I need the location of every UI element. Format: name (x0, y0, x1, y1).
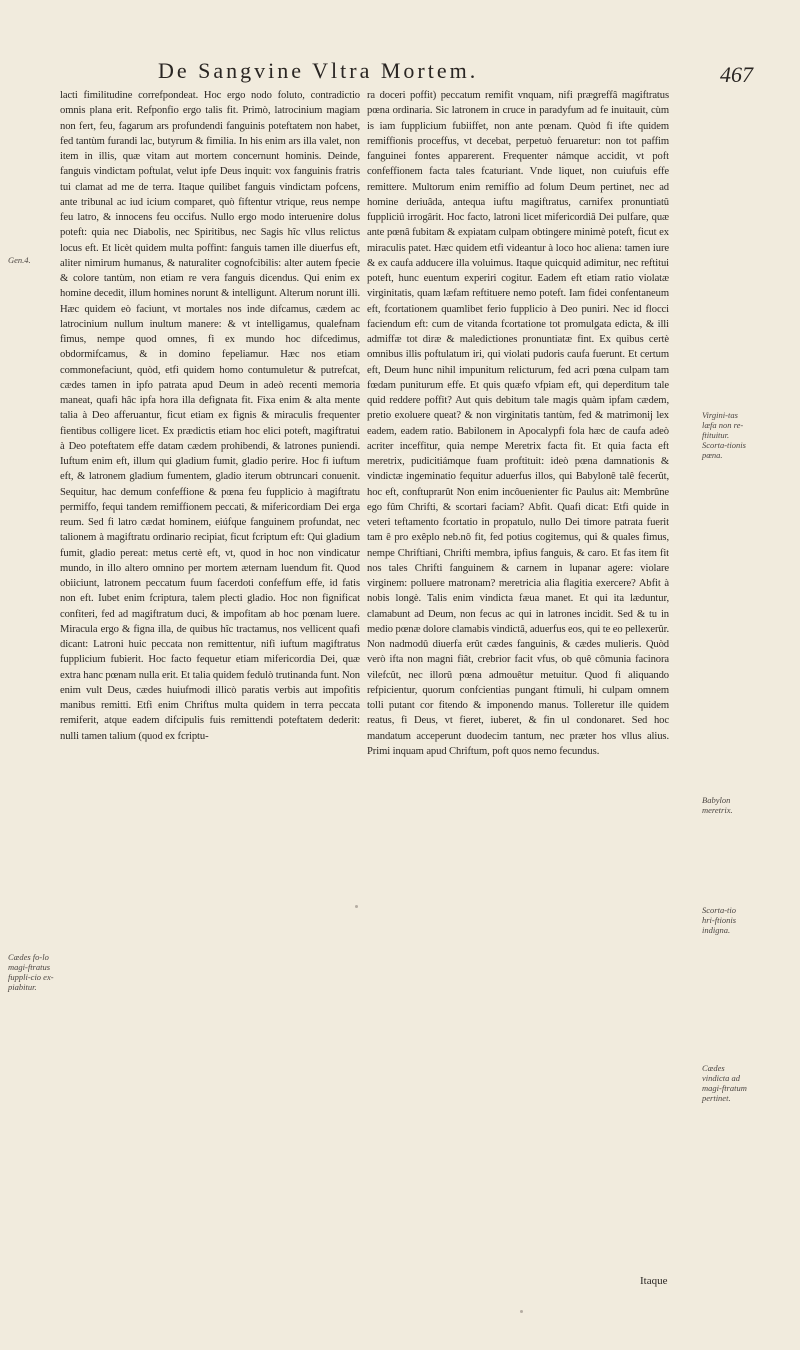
paper-speck (520, 1310, 523, 1313)
left-column-text: lacti fimilitudine correfpondeat. Hoc ergo nodo foluto, contradictio omnis plana erit. Refponfio ergo talis fit. Primò, latrocinium magiam non fert, feu, fagarum ars profundendi fanguinis poteftatem non habet, fed tantùm furandi lac, butyrum & fimilia. In his enim ars illa valet, non item in illis, quæ vitam aut mortem concernunt hominis. Deinde, fanguis vindictam poftulat, velut ipfe Deus inquit: vox fanguinis fratris tui clamat ad me de terra. Itaque quilibet fanguis vindictam pofcens, ante tribunal ac iud icium comparet, quò fiftentur vtrique, reus nempe feu latro, & innocens feu occifus. Nullo ergo modo interuenire dolus poteft: quia nec Diabolis, nec Spiritibus, nec Sagis hîc vllus relictus locus eft. Et licèt quidem multa poffint: fanguis tamen ille diuerfus eft, aliter nimirum humanus, & naturaliter cognofcibilis: alter autem fpecie & colore tantùm, non etiam re vera fanguis dicendus. Qui enim ex homine decedit, illum homines norunt & intelligunt. Alterum norunt illi. Hæc quidem eò faciunt, vt mortales nos inde difcamus, cædem ac latrocinium nullum inultum manere: & vt intelligamus, qualefnam fimus, nempe quod omnes, fi ex mundo hoc difcedimus, obdormifcamus, & in domino fepeliamur. Hæc nos etiam commonefaciunt, quòd, etfi quidem homo contumuletur & putrefcat, cædes tamen in ipfo patrata apud Deum in adeò recenti memoria maneat, quafi hâc ipfa hora illa defignata fit. Fixa enim & alta mente talia à Deo afferuantur, ficut etiam ex fignis & miraculis frequenter fientibus colligere licet. Ex prædictis etiam hoc elici poteft, magiftratui à Deo poteftatem effe datam cædem prohibendi, & latrones puniendi. Iuftum enim eft, illum qui gladium fumit, gladio perire. Hoc fi iuftum eft, & latronem gladium fumentem, gladio iterum obtruncari conuenit. Sequitur, hac demum confeffione & pœna feu fupplicio à magiftratu permiffo, fequi tandem remiffionem peccati, & mifericordiam Dei erga reum. Sed fi latro cædat hominem, eiúfque fanguinem profundat, nec talionem à magiftratu ordinario recipiat, ficut fcriptum eft: Qui gladium fumit, gladio pereat: metus certè eft, vt, quod in hoc non vindicatur mundo, in illo altero omnino per mortem æternam luendum fit. Quod obiiciunt, latronem peccatum fuum facerdoti confeffum effe, id fatis non eft. Iubet enim fcriptura, talem plecti gladio. Hoc non fignificat confiteri, fed ad magiftratum duci, & impofitam ab hoc pœnam luere. Miracula ergo & figna illa, de quibus hîc tractamus, nos vellicent quafi dicant: Latroni huic peccata non remittentur, nifi iuftum magiftratus fupplicium fubierit. Hoc facto fequetur etiam mifericordia Dei, quæ extra hanc pœnam nulla erit. Et talia quidem fedulò trutinanda funt. Non enim vult Deus, cædes huiufmodi illicò paratis verbis aut impofitis manibus remitti. Etfi enim Chriftus multa quidem in terra peccata remiferit, atque eadem difcipulis fuis remittendi poteftatem dederit: nulli tamen talium (quod ex fcriptu- (60, 90, 360, 742)
running-title: De Sangvine Vltra Mortem. (158, 58, 479, 83)
text-column-right (367, 88, 669, 759)
margin-note-right-4: Cædes vindicta ad magi-ftratum pertinet. (702, 1063, 747, 1103)
text-column-left (60, 88, 360, 744)
paper-speck (355, 905, 358, 908)
page-number: 467 (720, 62, 753, 87)
margin-note-right-3: Scorta-tio hri-ftionis indigna. (702, 905, 737, 935)
margin-note-left-2: Cædes fo-lo magi-ftratus fuppli-cio ex-piabitur. (8, 952, 54, 992)
margin-note-left-1: Gen.4. (8, 255, 31, 265)
margin-note-right-2: Babylon meretrix. (702, 795, 733, 815)
margin-note-right-1: Virgini-tas læfa non re-ftituitur. Scorta-tionis pœna. (702, 410, 746, 460)
right-column-text: ra doceri poffit) peccatum remifit vnquam, nifi prægreffâ magiftratus pœna ordinaria. Sic latronem in cruce in paradyfum ad fe inuitauit, cùm is iam fupplicium fubiiffet, non ante pœnam. Quòd fi ifte quidem remiffionis proceffus, vt decebat, perpetuò feruaretur: non tot paffim fanguinei fontes apparerent. Frequenter námque accidit, vt poft confeffionem facta tales fcaturiant. Vnde liquet, non cuiufuis effe remittere. Multorum enim remiffio ad folum Deum pertinet, nec ad homine deriuâda, antequa iuftu magiftratus, carnifex pronuntiatû fuppliciû irrogârit. Hoc facto, latroni licet mifericordiâ Dei pulfare, quæ ante pœnâ fubitam & expiatam culpam obtingere minimè poteft, ficut ex miraculis patet. Hæc quidem etfi videantur à loco hoc aliena: tamen iure & ex caufa adducere illa voluimus. Itaque quicquid adimitur, nec reftitui poteft, hunc euentum experiri cogitur. Eadem eft etiam ratio violatæ virginitatis, quam læfam reftituere nemo poteft. Iam fidei confentaneum eft, fcortationem quamlibet ferio fupplicio à Deo puniri. Nec id flocci faciendum eft: cum de vitanda fcortatione tot promulgata edicta, & illi admiffæ tot diræ & maledictiones pronuntiatæ fint. Ex quibus certè omnibus illis poftulatum iri, qui violati pudoris caufa fuerunt. Et certum eft, Deum hunc nihil impunitum relicturum, fed acri pœna culpam tam fœdam puniturum effe. Et quis quæfo vfpiam eft, qui deperditum tale quid reddere poffit? Aut quis debitum tale magis quàm ipfam cædem, pretio exoluere queat? & non virginitatis tantùm, fed & matrimonij lex eadem, eadem ratio. Babilonem in Apocalypfi fola hæc de caufa adeò acriter inceffitur, quia nempe Meretrix facta fit. Et quia facta eft meretrix, pudicitiámque fuam proftituit: ideò pœna damnationis & vindictæ ingeminatio fequitur aduerfus illos, qui Babylonê talê fecerût, hoc eft, conftuprarût Non enim incôuenienter fic Paulus ait: Membrûne ego fûm Chrifti, & scortari faciam? Abfit. Quafi dicat: Etfi quide in veteri teftamento fcortatio in propatulo, nullo Dei timore patrata fuerit tam ê pro exêplo neb.nô fit, fed potius cogitemus, qui & quales fimus, nempe Chriftiani, Chrifti membra, ipfius fanguis, & caro. Et fas item fit nos tales Chrifti fanguinem & carnem in lupanar agere: violare virginem: polluere matronam? meretricia alia flagitia exercere? Abfit à nobis longè. Talis enim vindicta fæua manet. Et qui ita læduntur, clamabunt ad Deum, non fecus ac qui in latrones incidit. Sed & tu in medio pœnæ dolore clamabis vindictâ, aduerfus eos, qui te eo pellexerûr. Non nadmodû diuerfa erût cædes fanguinis, & cædes mulieris. Quòd verò ifta non magni fiât, crebrior facit vfus, ob quê cômunia facinora vilefcût, nec illorû pœna admouêtur metuitur. Quod fi aliquando refpicientur, quorum confcientias pungant ftimuli, hi culpam omnem tolli putant cor fitendo & imponendo manus. Tolleretur ille quidem reatus, fi Deus, vt fieret, iuberet, & fin ul condonaret. Sed hoc mandatum acceperunt duodecim tantum, nec præter hos vllus alius. Primi inquam apud Chriftum, poft quos nemo fecundus. (367, 90, 669, 757)
catchword: Itaque (640, 1275, 668, 1287)
